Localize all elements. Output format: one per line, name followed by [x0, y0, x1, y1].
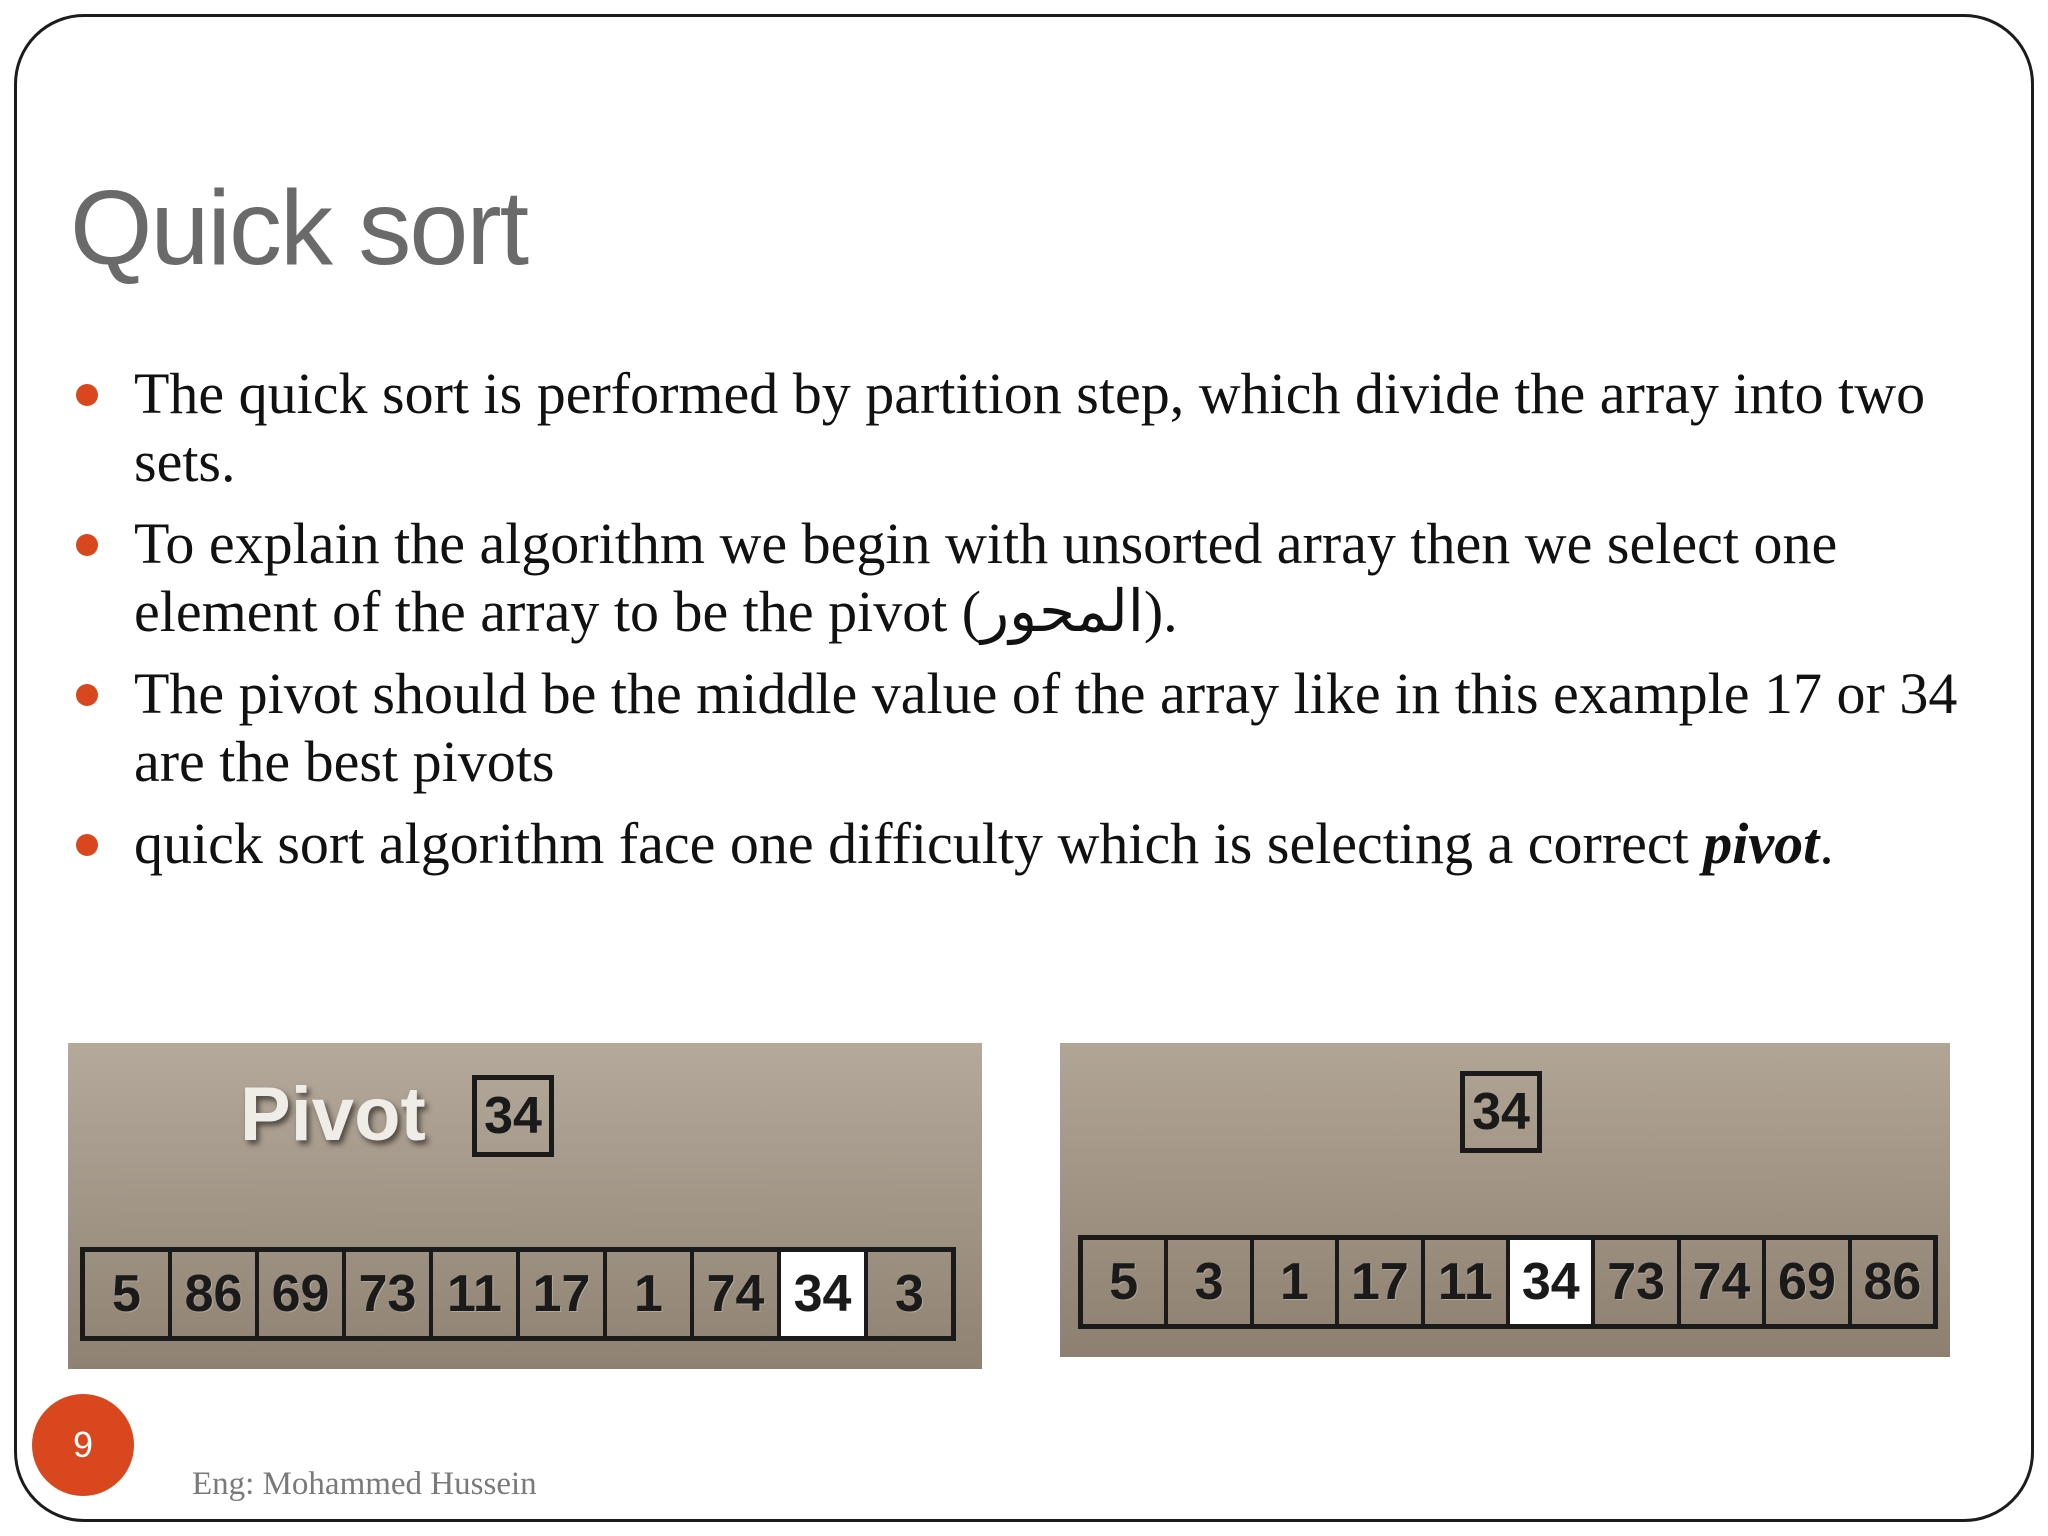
- array-cell: 69: [259, 1252, 346, 1336]
- bullet-item: [70, 360, 1970, 496]
- bullet-dot-icon: [76, 834, 98, 856]
- bullet-item: [70, 810, 1970, 878]
- array-cell: 74: [694, 1252, 781, 1336]
- array-cell: 86: [172, 1252, 259, 1336]
- bullet-text: The quick sort is performed by partition step, which divide the array into two sets.: [134, 361, 1926, 494]
- bullet-text: quick sort algorithm face one difficulty which is selecting a correct: [134, 811, 1704, 876]
- array-cell: 1: [1254, 1240, 1339, 1324]
- bullet-dot-icon: [76, 684, 98, 706]
- array-cell: 34: [1510, 1240, 1595, 1324]
- array-cells: [1078, 1235, 1938, 1329]
- array-cell: 34: [781, 1252, 868, 1336]
- bullet-dot-icon: [76, 534, 98, 556]
- array-cell: 17: [1339, 1240, 1424, 1324]
- array-cell: 1: [607, 1252, 694, 1336]
- bullet-item: [70, 510, 1970, 646]
- slide-number-badge: 9: [32, 1394, 134, 1496]
- bullet-list: [70, 360, 1970, 892]
- array-cell: 5: [85, 1252, 172, 1336]
- unsorted-array-image: [68, 1043, 982, 1369]
- array-cell: 69: [1766, 1240, 1851, 1324]
- pivot-box: 34: [1460, 1071, 1542, 1153]
- bullet-tail: .: [1819, 811, 1834, 876]
- bullet-item: [70, 660, 1970, 796]
- bullet-text: To explain the algorithm we begin with unsorted array then we select one element of the array to be the pivot (المحور).: [134, 511, 1838, 644]
- pivot-box: 34: [472, 1075, 554, 1157]
- array-cell: 3: [895, 1265, 924, 1323]
- array-cell: 11: [1425, 1240, 1510, 1324]
- bullet-emphasis: pivot: [1703, 811, 1820, 876]
- array-cell: 73: [1595, 1240, 1680, 1324]
- array-cell: 86: [1863, 1253, 1922, 1311]
- footer-author: Eng: Mohammed Hussein: [192, 1466, 537, 1502]
- pivot-label: Pivot: [240, 1072, 426, 1157]
- bullet-text: The pivot should be the middle value of the array like in this example 17 or 34 are the best pivots: [134, 661, 1958, 794]
- array-cell: 3: [1168, 1240, 1253, 1324]
- array-cell: 5: [1083, 1240, 1168, 1324]
- array-cell: 11: [433, 1252, 520, 1336]
- array-cell: 17: [520, 1252, 607, 1336]
- partitioned-array-image: [1060, 1043, 1950, 1357]
- array-cell: 74: [1681, 1240, 1766, 1324]
- array-cell: 73: [346, 1252, 433, 1336]
- slide-title: Quick sort: [70, 169, 528, 287]
- array-cells: [80, 1247, 956, 1341]
- bullet-dot-icon: [76, 384, 98, 406]
